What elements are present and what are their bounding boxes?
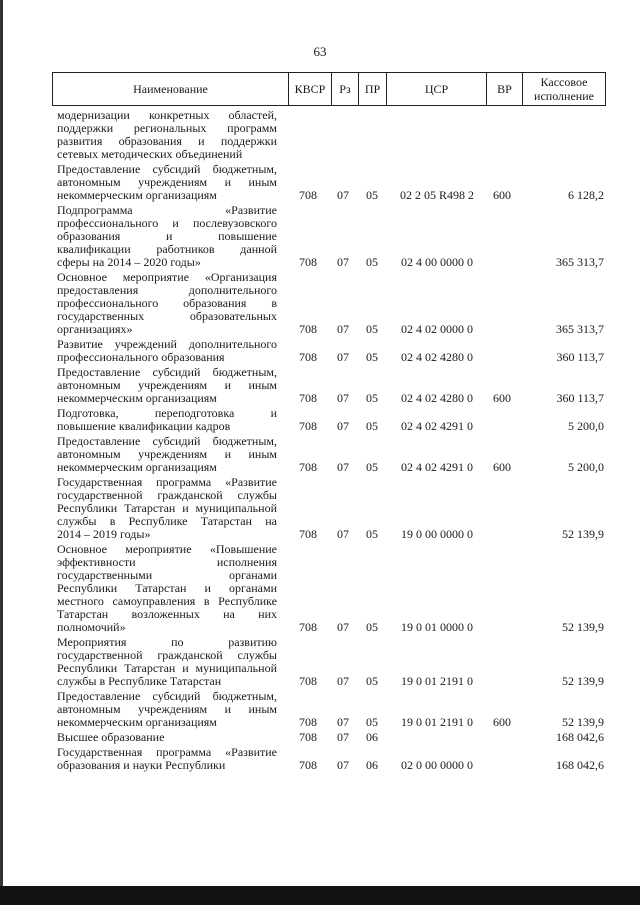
row-name: [57, 204, 277, 269]
row-name: [57, 690, 277, 729]
cell-rz: 07: [337, 391, 349, 405]
cell-csr: 02 4 02 0000 0: [401, 322, 473, 336]
cell-kvsr: 708: [299, 391, 317, 405]
row-name-line: службы в Республике Татарстан на: [57, 514, 277, 528]
table-row: [0, 109, 640, 161]
table-row: [0, 366, 640, 405]
cell-pr: 05: [366, 255, 378, 269]
cell-amount: 52 139,9: [562, 674, 604, 688]
cell-amount: 52 139,9: [562, 620, 604, 634]
cell-amount: 5 200,0: [568, 419, 604, 433]
cell-rz: 07: [337, 527, 349, 541]
cell-rz: 07: [337, 188, 349, 202]
row-name-line: автономным учреждениям и иным: [57, 702, 277, 716]
row-name-line: Предоставление субсидий бюджетным,: [57, 689, 277, 703]
cell-kvsr: 708: [299, 527, 317, 541]
cell-pr: 05: [366, 620, 378, 634]
cell-csr: 02 0 00 0000 0: [401, 758, 473, 772]
cell-csr: 19 0 00 0000 0: [401, 527, 473, 541]
table-row: [0, 338, 640, 364]
cell-csr: 02 4 02 4291 0: [401, 419, 473, 433]
cell-rz: 07: [337, 730, 349, 744]
row-name-line: Подпрограмма «Развитие: [57, 203, 277, 217]
cell-amount: 168 042,6: [556, 758, 604, 772]
cell-amount: 5 200,0: [568, 460, 604, 474]
row-name-line: организациях»: [57, 322, 133, 336]
row-name-line: образования и повышение: [57, 229, 277, 243]
table-header: [52, 72, 606, 106]
row-name-line: Государственная программа «Развитие: [57, 745, 277, 759]
cell-vr: 600: [493, 188, 511, 202]
header-kvsr: КВСР: [288, 72, 331, 106]
row-name-line: государственных образовательных: [57, 309, 277, 323]
cell-rz: 07: [337, 350, 349, 364]
row-name-line: эффективности исполнения: [57, 555, 277, 569]
cell-pr: 06: [366, 758, 378, 772]
row-name-line: Высшее образование: [57, 730, 165, 744]
row-name-line: повышение квалификации кадров: [57, 419, 231, 433]
row-name-line: профессионального и послевузовского: [57, 216, 277, 230]
row-name-line: службы в Республике Татарстан: [57, 674, 222, 688]
cell-kvsr: 708: [299, 460, 317, 474]
header-name: Наименование: [52, 72, 288, 106]
cell-kvsr: 708: [299, 419, 317, 433]
cell-rz: 07: [337, 715, 349, 729]
cell-kvsr: 708: [299, 255, 317, 269]
cell-kvsr: 708: [299, 188, 317, 202]
row-name-line: Государственная программа «Развитие: [57, 475, 277, 489]
row-name-line: образования и науки Республики: [57, 758, 226, 772]
cell-csr: 02 4 02 4291 0: [401, 460, 473, 474]
cell-amount: 360 113,7: [556, 391, 604, 405]
cell-pr: 05: [366, 322, 378, 336]
cell-rz: 07: [337, 255, 349, 269]
header-rz: Рз: [331, 72, 358, 106]
cell-rz: 07: [337, 460, 349, 474]
row-name-line: некоммерческим организациям: [57, 460, 217, 474]
table-row: [0, 407, 640, 433]
cell-csr: 02 4 02 4280 0: [401, 391, 473, 405]
cell-kvsr: 708: [299, 715, 317, 729]
row-name: [57, 366, 277, 405]
header-amount: Кассовое исполнение: [522, 72, 606, 106]
cell-pr: 05: [366, 527, 378, 541]
cell-csr: 19 0 01 0000 0: [401, 620, 473, 634]
cell-vr: 600: [493, 715, 511, 729]
row-name-line: Мероприятия по развитию: [57, 635, 277, 649]
row-name-line: сферы на 2014 – 2020 годы»: [57, 255, 201, 269]
cell-csr: 02 4 02 4280 0: [401, 350, 473, 364]
cell-rz: 07: [337, 419, 349, 433]
cell-amount: 52 139,9: [562, 715, 604, 729]
row-name: [57, 636, 277, 688]
cell-pr: 06: [366, 730, 378, 744]
row-name-line: развития образования и поддержки: [57, 134, 277, 148]
row-name-line: Предоставление субсидий бюджетным,: [57, 365, 277, 379]
cell-pr: 05: [366, 350, 378, 364]
row-name-line: Республики Татарстан и муниципальной: [57, 501, 277, 515]
table-row: [0, 204, 640, 269]
cell-kvsr: 708: [299, 674, 317, 688]
cell-amount: 365 313,7: [556, 322, 604, 336]
row-name: [57, 163, 277, 202]
row-name-line: Основное мероприятие «Повышение: [57, 542, 277, 556]
row-name: [57, 476, 277, 541]
row-name-line: полномочий»: [57, 620, 126, 634]
cell-csr: 19 0 01 2191 0: [401, 715, 473, 729]
header-csr: ЦСР: [386, 72, 486, 106]
cell-rz: 07: [337, 674, 349, 688]
row-name-line: Подготовка, переподготовка и: [57, 406, 277, 420]
row-name: [57, 109, 277, 161]
cell-kvsr: 708: [299, 322, 317, 336]
row-name-line: Развитие учреждений дополнительного: [57, 337, 277, 351]
table-row: [0, 636, 640, 688]
row-name: [57, 435, 277, 474]
table-row: [0, 731, 640, 744]
row-name-line: квалификации работников данной: [57, 242, 277, 256]
table-row: [0, 746, 640, 772]
cell-csr: 19 0 01 2191 0: [401, 674, 473, 688]
cell-pr: 05: [366, 460, 378, 474]
row-name-line: государственной гражданской службы: [57, 648, 277, 662]
row-name-line: сетевых методических объединений: [57, 147, 243, 161]
row-name-line: Предоставление субсидий бюджетным,: [57, 162, 277, 176]
row-name: [57, 543, 277, 634]
row-name-line: некоммерческим организациям: [57, 391, 217, 405]
table-row: [0, 271, 640, 336]
scan-bottom-bar: [0, 886, 640, 905]
cell-amount: 360 113,7: [556, 350, 604, 364]
cell-pr: 05: [366, 715, 378, 729]
row-name-line: предоставления дополнительного: [57, 283, 277, 297]
row-name-line: государственной гражданской службы: [57, 488, 277, 502]
row-name: [57, 746, 277, 772]
row-name-line: поддержки региональных программ: [57, 121, 277, 135]
row-name-line: некоммерческим организациям: [57, 188, 217, 202]
cell-vr: 600: [493, 391, 511, 405]
table-row: [0, 690, 640, 729]
cell-vr: 600: [493, 460, 511, 474]
cell-csr: 02 2 05 R498 2: [399, 188, 474, 202]
cell-pr: 05: [366, 674, 378, 688]
cell-kvsr: 708: [299, 730, 317, 744]
row-name-line: некоммерческим организациям: [57, 715, 217, 729]
table-row: [0, 163, 640, 202]
cell-pr: 05: [366, 391, 378, 405]
row-name: [57, 338, 277, 364]
cell-rz: 07: [337, 620, 349, 634]
table-row: [0, 476, 640, 541]
cell-csr: 02 4 00 0000 0: [401, 255, 473, 269]
cell-kvsr: 708: [299, 758, 317, 772]
cell-kvsr: 708: [299, 350, 317, 364]
page-number: 63: [313, 44, 327, 59]
cell-amount: 52 139,9: [562, 527, 604, 541]
cell-pr: 05: [366, 188, 378, 202]
row-name-line: Основное мероприятие «Организация: [57, 270, 277, 284]
cell-rz: 07: [337, 322, 349, 336]
row-name-line: автономным учреждениям и иным: [57, 447, 277, 461]
row-name: [57, 731, 277, 744]
row-name-line: автономным учреждениям и иным: [57, 175, 277, 189]
row-name-line: Предоставление субсидий бюджетным,: [57, 434, 277, 448]
row-name-line: автономным учреждениям и иным: [57, 378, 277, 392]
row-name-line: местного самоуправления в Республике: [57, 594, 277, 608]
table-row: [0, 435, 640, 474]
row-name-line: государственными органами: [57, 568, 277, 582]
row-name-line: профессионального образования в: [57, 296, 277, 310]
header-vr: ВР: [486, 72, 522, 106]
cell-kvsr: 708: [299, 620, 317, 634]
header-pr: ПР: [358, 72, 386, 106]
row-name-line: Татарстан возложенных на них: [57, 607, 277, 621]
row-name: [57, 407, 277, 433]
row-name-line: Республики Татарстан и органами: [57, 581, 277, 595]
cell-amount: 6 128,2: [568, 188, 604, 202]
row-name-line: 2014 – 2019 годы»: [57, 527, 151, 541]
cell-pr: 05: [366, 419, 378, 433]
table-row: [0, 543, 640, 634]
cell-rz: 07: [337, 758, 349, 772]
cell-amount: 365 313,7: [556, 255, 604, 269]
row-name-line: модернизации конкретных областей,: [57, 108, 277, 122]
row-name: [57, 271, 277, 336]
row-name-line: Республики Татарстан и муниципальной: [57, 661, 277, 675]
cell-amount: 168 042,6: [556, 730, 604, 744]
row-name-line: профессионального образования: [57, 350, 225, 364]
